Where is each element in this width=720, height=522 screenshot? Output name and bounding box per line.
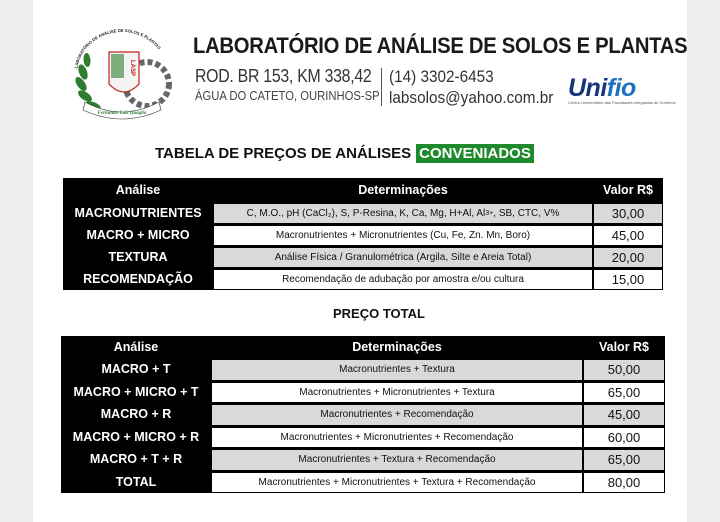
header-analise: Análise [115, 183, 161, 197]
row-determinacoes: Macronutrientes + Micronutrientes + Textura + Recomendação [211, 472, 583, 494]
logo-arc-text: LABORATÓRIO DE ANÁLISE DE SOLOS E PLANTAS [73, 27, 162, 69]
section-title-preco-total: PREÇO TOTAL [333, 306, 425, 321]
row-determinacoes: Macronutrientes + Textura + Recomendação [211, 449, 583, 471]
unifio-logo [568, 74, 678, 114]
phone-number: (14) 3302-6453 [389, 67, 494, 86]
table-row [61, 358, 665, 381]
lab-title: LABORATÓRIO DE ANÁLISE DE SOLOS E PLANTAS [193, 33, 688, 58]
analysis-price-table [63, 178, 663, 290]
row-determinacoes: C, M.O., pH (CaCl₂), S, P-Resina, K, Ca, Mg, H+Al, Al 3+ , SB, CTC, V% [213, 203, 593, 224]
header-determinacoes: Determinações [352, 340, 442, 354]
email-address[interactable]: labsolos@yahoo.com.br [389, 88, 554, 107]
lasp-logo [63, 22, 181, 126]
table-row [63, 202, 663, 224]
row-valor: 60,00 [583, 427, 665, 449]
row-valor: 50,00 [583, 359, 665, 381]
header-valor: Valor R$ [602, 183, 654, 197]
row-valor: 45,00 [583, 404, 665, 426]
table-header-row [63, 178, 663, 202]
header-analise: Análise [113, 340, 159, 354]
row-valor: 65,00 [583, 382, 665, 404]
address-line-2: ÁGUA DO CATETO, OURINHOS-SP [195, 89, 380, 103]
conveniados-badge: CONVENIADOS [416, 144, 534, 163]
table-row [61, 403, 665, 426]
row-valor: 65,00 [583, 449, 665, 471]
row-analise: MACRONUTRIENTES [74, 206, 202, 220]
unifio-fio: fio [606, 74, 636, 102]
row-valor: 15,00 [593, 269, 663, 290]
row-determinacoes: Macronutrientes + Micronutrientes + Textura [211, 382, 583, 404]
row-analise: MACRO + MICRO + R [72, 429, 200, 444]
header-divider [381, 68, 382, 106]
row-determinacoes: Recomendação de adubação por amostra e/ou cultura [213, 269, 593, 290]
row-analise: MACRO + T [101, 362, 171, 377]
combo-price-table [61, 336, 665, 493]
address-line-1: ROD. BR 153, KM 338,42 [195, 66, 372, 86]
row-determinacoes: Macronutrientes + Micronutrientes + Recomendação [211, 427, 583, 449]
price-table-document [33, 0, 687, 522]
header-determinacoes: Determinações [358, 183, 448, 197]
table-row [63, 246, 663, 268]
unifio-subtitle: Centro Universitário das Faculdades Integradas de Ourinhos [568, 100, 676, 105]
row-analise: MACRO + T + R [89, 452, 183, 467]
logo-ribbon-text: Fernando Luiz Quaglio [97, 111, 147, 116]
row-valor: 45,00 [593, 225, 663, 246]
row-analise: RECOMENDAÇÃO [83, 272, 193, 286]
row-determinacoes: Macronutrientes + Micronutrientes (Cu, Fe, Zn. Mn, Boro) [213, 225, 593, 246]
table-row [61, 448, 665, 471]
row-analise: MACRO + MICRO + T [73, 384, 199, 399]
document-title [155, 144, 534, 163]
table-row [61, 426, 665, 449]
row-determinacoes: Análise Física / Granulométrica (Argila, Silte e Areia Total) [213, 247, 593, 268]
row-analise: TOTAL [115, 474, 157, 489]
header-valor: Valor R$ [598, 340, 650, 354]
table-row [61, 381, 665, 404]
row-determinacoes: Macronutrientes + Recomendação [211, 404, 583, 426]
row-analise: MACRO + R [100, 407, 172, 422]
row-valor: 80,00 [583, 472, 665, 494]
row-determinacoes: Macronutrientes + Textura [211, 359, 583, 381]
row-valor: 30,00 [593, 203, 663, 224]
row-valor: 20,00 [593, 247, 663, 268]
table-row [63, 224, 663, 246]
table-row [61, 471, 665, 494]
title-text: TABELA DE PREÇOS DE ANÁLISES [155, 145, 412, 162]
table-row [63, 268, 663, 290]
row-analise: TEXTURA [108, 250, 168, 264]
table-header-row [61, 336, 665, 358]
unifio-uni: Uni [568, 74, 607, 102]
row-analise: MACRO + MICRO [86, 228, 190, 242]
logo-center-text: LASP [129, 59, 135, 77]
